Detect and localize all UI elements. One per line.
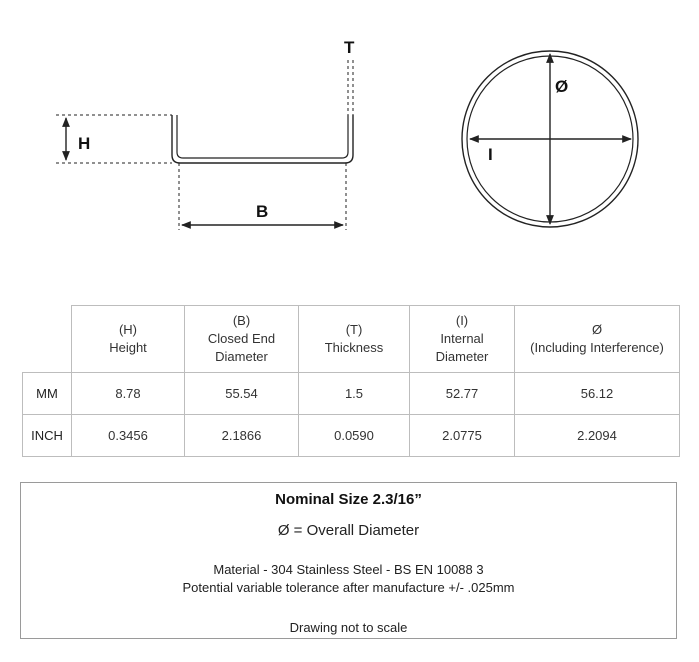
table-cell: 2.2094: [515, 415, 680, 457]
dimensions-table: [22, 305, 680, 457]
height-dimension: [56, 115, 172, 163]
top-view: [462, 51, 638, 227]
table-cell: 8.78: [72, 373, 185, 415]
table-cell: 56.12: [515, 373, 680, 415]
table-cell: 0.3456: [72, 415, 185, 457]
cap-inner-profile: [177, 115, 348, 158]
thickness-label: T: [344, 38, 355, 57]
overall-label: Ø: [555, 77, 569, 96]
table-row-mm: [23, 373, 680, 415]
diameter-definition: Ø = Overall Diameter: [277, 522, 420, 539]
tolerance-note: Potential variable tolerance after manufacture +/- .025mm: [182, 580, 515, 595]
table-cell: 55.54: [185, 373, 299, 415]
nominal-size-title: Nominal Size 2.3/16”: [275, 491, 422, 508]
table-cell: 2.1866: [185, 415, 299, 457]
side-view: [172, 115, 353, 163]
row-label-mm: MM: [23, 373, 72, 415]
thickness-dimension: [348, 60, 353, 115]
column-header-height: (H) Height: [72, 306, 185, 373]
table-cell: 2.0775: [410, 415, 515, 457]
table-cell: 0.0590: [299, 415, 410, 457]
height-label: H: [78, 134, 91, 153]
scale-note: Drawing not to scale: [289, 620, 408, 635]
column-header-internal: (I) Internal Diameter: [410, 306, 515, 373]
closed-end-label: B: [256, 202, 269, 221]
column-header-overall: Ø (Including Interference): [515, 306, 680, 373]
column-header-thickness: (T) Thickness: [299, 306, 410, 373]
table-cell: 52.77: [410, 373, 515, 415]
column-header-closed-end: (B) Closed End Diameter: [185, 306, 299, 373]
technical-drawing: [0, 0, 699, 300]
notes-box: [20, 482, 677, 639]
material-note: Material - 304 Stainless Steel - BS EN 10088 3: [213, 562, 484, 577]
table-cell: 1.5: [299, 373, 410, 415]
table-row-inch: [23, 415, 680, 457]
table-header-row: [23, 306, 680, 373]
cap-outer-profile: [172, 115, 353, 163]
table-corner-cell: [23, 306, 72, 373]
row-label-inch: INCH: [23, 415, 72, 457]
internal-label: I: [488, 145, 493, 164]
